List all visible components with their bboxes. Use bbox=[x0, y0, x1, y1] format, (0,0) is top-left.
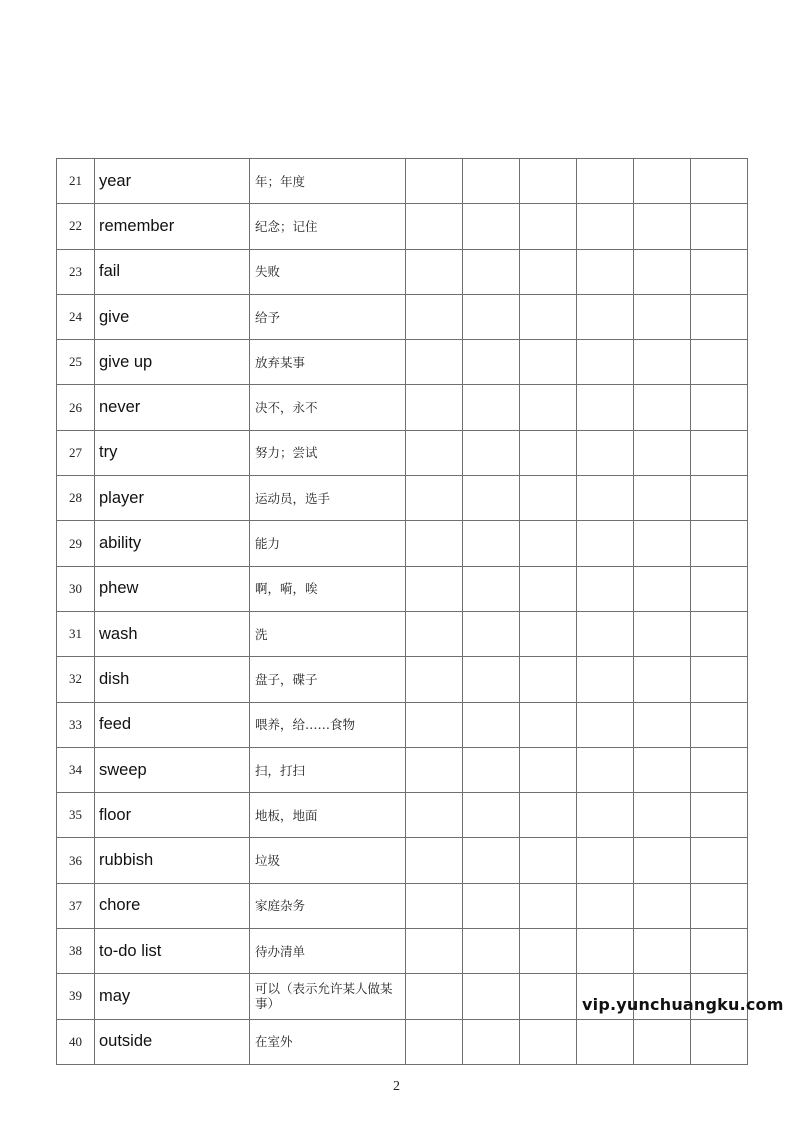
table-row bbox=[57, 204, 748, 249]
table-row bbox=[57, 657, 748, 702]
row-number: 40 bbox=[57, 1019, 95, 1064]
table-row bbox=[57, 294, 748, 339]
table-row bbox=[57, 566, 748, 611]
practice-cell bbox=[406, 838, 463, 883]
table-row bbox=[57, 249, 748, 294]
chinese-meaning: 在室外 bbox=[250, 1019, 406, 1064]
practice-cell bbox=[520, 974, 577, 1019]
practice-cell bbox=[520, 611, 577, 656]
practice-cell bbox=[463, 657, 520, 702]
row-number: 29 bbox=[57, 521, 95, 566]
chinese-meaning: 努力；尝试 bbox=[250, 430, 406, 475]
practice-cell bbox=[691, 883, 748, 928]
practice-cell bbox=[406, 1019, 463, 1064]
chinese-meaning: 啊，嗬，唉 bbox=[250, 566, 406, 611]
chinese-meaning: 放弃某事 bbox=[250, 340, 406, 385]
english-word: may bbox=[95, 974, 250, 1019]
practice-cell bbox=[634, 838, 691, 883]
practice-cell bbox=[406, 204, 463, 249]
practice-cell bbox=[634, 1019, 691, 1064]
english-word: to-do list bbox=[95, 929, 250, 974]
practice-cell bbox=[577, 430, 634, 475]
practice-cell bbox=[520, 249, 577, 294]
practice-cell bbox=[691, 385, 748, 430]
practice-cell bbox=[691, 340, 748, 385]
chinese-meaning: 能力 bbox=[250, 521, 406, 566]
english-word: phew bbox=[95, 566, 250, 611]
chinese-meaning: 喂养，给……食物 bbox=[250, 702, 406, 747]
practice-cell bbox=[634, 521, 691, 566]
practice-cell bbox=[691, 1019, 748, 1064]
table-row bbox=[57, 929, 748, 974]
english-word: remember bbox=[95, 204, 250, 249]
practice-cell bbox=[577, 883, 634, 928]
practice-cell bbox=[691, 611, 748, 656]
english-word: dish bbox=[95, 657, 250, 702]
english-word: give up bbox=[95, 340, 250, 385]
practice-cell bbox=[463, 883, 520, 928]
practice-cell bbox=[406, 566, 463, 611]
practice-cell bbox=[691, 793, 748, 838]
practice-cell bbox=[634, 476, 691, 521]
practice-cell bbox=[577, 159, 634, 204]
practice-cell bbox=[406, 249, 463, 294]
table-row bbox=[57, 385, 748, 430]
practice-cell bbox=[634, 385, 691, 430]
practice-cell bbox=[520, 702, 577, 747]
practice-cell bbox=[691, 747, 748, 792]
english-word: fail bbox=[95, 249, 250, 294]
practice-cell bbox=[691, 566, 748, 611]
practice-cell bbox=[520, 430, 577, 475]
chinese-meaning: 垃圾 bbox=[250, 838, 406, 883]
practice-cell bbox=[634, 702, 691, 747]
english-word: player bbox=[95, 476, 250, 521]
practice-cell bbox=[406, 883, 463, 928]
table-row bbox=[57, 340, 748, 385]
practice-cell bbox=[691, 294, 748, 339]
practice-cell bbox=[406, 340, 463, 385]
practice-cell bbox=[577, 657, 634, 702]
table-row bbox=[57, 430, 748, 475]
row-number: 39 bbox=[57, 974, 95, 1019]
practice-cell bbox=[577, 702, 634, 747]
row-number: 23 bbox=[57, 249, 95, 294]
row-number: 25 bbox=[57, 340, 95, 385]
practice-cell bbox=[520, 159, 577, 204]
chinese-meaning: 失败 bbox=[250, 249, 406, 294]
practice-cell bbox=[463, 249, 520, 294]
practice-cell bbox=[577, 793, 634, 838]
practice-cell bbox=[577, 204, 634, 249]
practice-cell bbox=[634, 566, 691, 611]
english-word: rubbish bbox=[95, 838, 250, 883]
practice-cell bbox=[520, 385, 577, 430]
practice-cell bbox=[577, 521, 634, 566]
practice-cell bbox=[691, 929, 748, 974]
row-number: 38 bbox=[57, 929, 95, 974]
english-word: try bbox=[95, 430, 250, 475]
practice-cell bbox=[520, 929, 577, 974]
chinese-meaning: 纪念；记住 bbox=[250, 204, 406, 249]
practice-cell bbox=[577, 611, 634, 656]
chinese-meaning: 可以（表示允许某人做某事） bbox=[250, 974, 406, 1019]
table-row bbox=[57, 883, 748, 928]
english-word: year bbox=[95, 159, 250, 204]
table-row bbox=[57, 838, 748, 883]
practice-cell bbox=[463, 385, 520, 430]
practice-cell bbox=[691, 430, 748, 475]
practice-cell bbox=[691, 476, 748, 521]
chinese-meaning: 年；年度 bbox=[250, 159, 406, 204]
english-word: never bbox=[95, 385, 250, 430]
practice-cell bbox=[463, 430, 520, 475]
row-number: 21 bbox=[57, 159, 95, 204]
practice-cell bbox=[463, 204, 520, 249]
english-word: chore bbox=[95, 883, 250, 928]
practice-cell bbox=[691, 204, 748, 249]
row-number: 28 bbox=[57, 476, 95, 521]
english-word: feed bbox=[95, 702, 250, 747]
practice-cell bbox=[406, 747, 463, 792]
practice-cell bbox=[463, 1019, 520, 1064]
practice-cell bbox=[577, 929, 634, 974]
practice-cell bbox=[463, 974, 520, 1019]
english-word: outside bbox=[95, 1019, 250, 1064]
row-number: 34 bbox=[57, 747, 95, 792]
practice-cell bbox=[634, 611, 691, 656]
table-row bbox=[57, 702, 748, 747]
practice-cell bbox=[463, 159, 520, 204]
row-number: 37 bbox=[57, 883, 95, 928]
practice-cell bbox=[577, 385, 634, 430]
practice-cell bbox=[520, 838, 577, 883]
practice-cell bbox=[406, 974, 463, 1019]
practice-cell bbox=[634, 430, 691, 475]
practice-cell bbox=[406, 476, 463, 521]
chinese-meaning: 洗 bbox=[250, 611, 406, 656]
english-word: give bbox=[95, 294, 250, 339]
watermark-text: vip.yunchuangku.com bbox=[582, 995, 784, 1014]
table-row bbox=[57, 159, 748, 204]
chinese-meaning: 扫，打扫 bbox=[250, 747, 406, 792]
practice-cell bbox=[577, 1019, 634, 1064]
row-number: 22 bbox=[57, 204, 95, 249]
practice-cell bbox=[463, 793, 520, 838]
practice-cell bbox=[634, 883, 691, 928]
practice-cell bbox=[406, 793, 463, 838]
practice-cell bbox=[634, 249, 691, 294]
practice-cell bbox=[406, 385, 463, 430]
practice-cell bbox=[520, 747, 577, 792]
english-word: ability bbox=[95, 521, 250, 566]
practice-cell bbox=[463, 747, 520, 792]
practice-cell bbox=[520, 204, 577, 249]
table-row bbox=[57, 793, 748, 838]
practice-cell bbox=[406, 521, 463, 566]
practice-cell bbox=[577, 340, 634, 385]
table-row bbox=[57, 611, 748, 656]
chinese-meaning: 运动员，选手 bbox=[250, 476, 406, 521]
chinese-meaning: 地板，地面 bbox=[250, 793, 406, 838]
row-number: 26 bbox=[57, 385, 95, 430]
chinese-meaning: 待办清单 bbox=[250, 929, 406, 974]
practice-cell bbox=[577, 294, 634, 339]
practice-cell bbox=[520, 657, 577, 702]
practice-cell bbox=[577, 249, 634, 294]
table-row bbox=[57, 521, 748, 566]
practice-cell bbox=[406, 611, 463, 656]
practice-cell bbox=[691, 159, 748, 204]
practice-cell bbox=[406, 702, 463, 747]
practice-cell bbox=[691, 838, 748, 883]
practice-cell bbox=[691, 702, 748, 747]
practice-cell bbox=[463, 838, 520, 883]
practice-cell bbox=[691, 657, 748, 702]
practice-cell bbox=[406, 929, 463, 974]
practice-cell bbox=[463, 566, 520, 611]
practice-cell bbox=[691, 521, 748, 566]
row-number: 35 bbox=[57, 793, 95, 838]
english-word: floor bbox=[95, 793, 250, 838]
vocabulary-table-body bbox=[57, 159, 748, 1065]
row-number: 31 bbox=[57, 611, 95, 656]
practice-cell bbox=[463, 476, 520, 521]
practice-cell bbox=[520, 883, 577, 928]
practice-cell bbox=[691, 249, 748, 294]
practice-cell bbox=[463, 294, 520, 339]
practice-cell bbox=[577, 747, 634, 792]
row-number: 27 bbox=[57, 430, 95, 475]
chinese-meaning: 盘子，碟子 bbox=[250, 657, 406, 702]
practice-cell bbox=[634, 747, 691, 792]
table-row bbox=[57, 747, 748, 792]
practice-cell bbox=[634, 793, 691, 838]
practice-cell bbox=[520, 340, 577, 385]
practice-cell bbox=[520, 521, 577, 566]
practice-cell bbox=[463, 929, 520, 974]
chinese-meaning: 决不，永不 bbox=[250, 385, 406, 430]
practice-cell bbox=[520, 1019, 577, 1064]
row-number: 36 bbox=[57, 838, 95, 883]
practice-cell bbox=[634, 340, 691, 385]
practice-cell bbox=[406, 430, 463, 475]
row-number: 33 bbox=[57, 702, 95, 747]
practice-cell bbox=[406, 294, 463, 339]
practice-cell bbox=[463, 521, 520, 566]
row-number: 32 bbox=[57, 657, 95, 702]
chinese-meaning: 家庭杂务 bbox=[250, 883, 406, 928]
practice-cell bbox=[634, 159, 691, 204]
practice-cell bbox=[634, 204, 691, 249]
practice-cell bbox=[463, 702, 520, 747]
chinese-meaning: 给予 bbox=[250, 294, 406, 339]
practice-cell bbox=[520, 476, 577, 521]
practice-cell bbox=[520, 793, 577, 838]
practice-cell bbox=[577, 476, 634, 521]
practice-cell bbox=[634, 294, 691, 339]
practice-cell bbox=[520, 566, 577, 611]
practice-cell bbox=[577, 838, 634, 883]
practice-cell bbox=[406, 159, 463, 204]
row-number: 30 bbox=[57, 566, 95, 611]
vocabulary-table bbox=[56, 158, 748, 1065]
table-row bbox=[57, 1019, 748, 1064]
practice-cell bbox=[634, 657, 691, 702]
practice-cell bbox=[463, 611, 520, 656]
practice-cell bbox=[577, 566, 634, 611]
practice-cell bbox=[520, 294, 577, 339]
english-word: wash bbox=[95, 611, 250, 656]
page-number: 2 bbox=[393, 1079, 400, 1094]
english-word: sweep bbox=[95, 747, 250, 792]
row-number: 24 bbox=[57, 294, 95, 339]
practice-cell bbox=[463, 340, 520, 385]
practice-cell bbox=[406, 657, 463, 702]
table-row bbox=[57, 476, 748, 521]
practice-cell bbox=[634, 929, 691, 974]
